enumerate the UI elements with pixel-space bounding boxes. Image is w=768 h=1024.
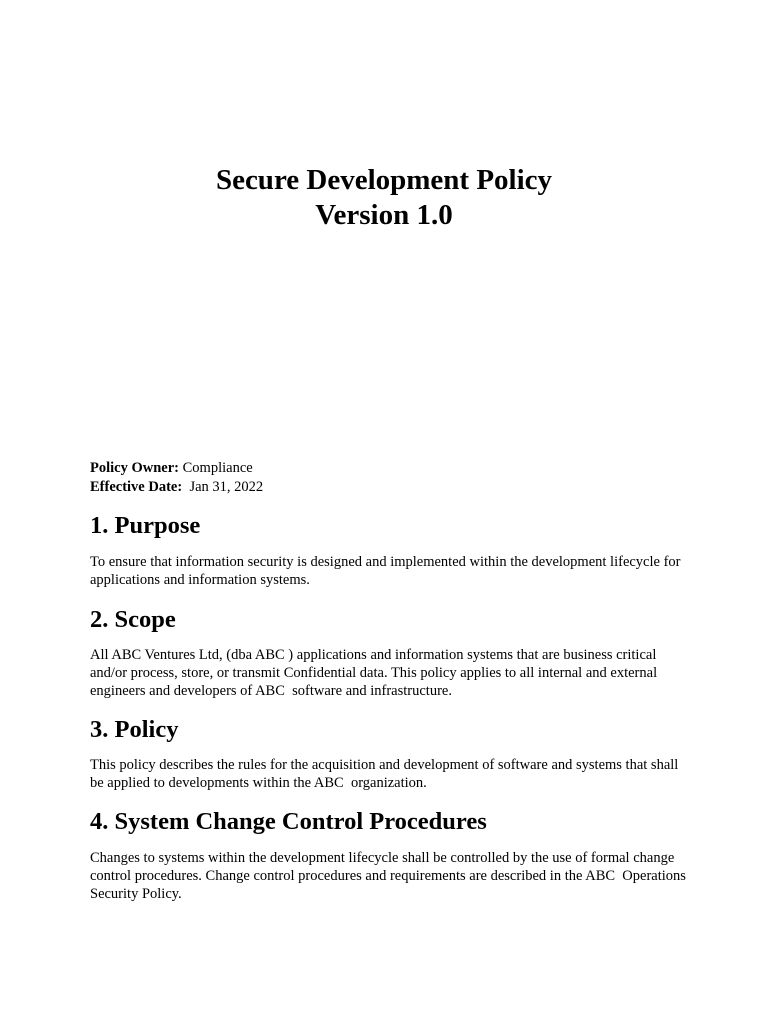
- document-content: [90, 459, 690, 903]
- effective-date-line: [90, 478, 690, 497]
- section-body-purpose: To ensure that information security is designed and implemented within the development lifecycle for applications and information systems.: [90, 554, 681, 588]
- effective-date-value: Jan 31, 2022: [182, 479, 264, 495]
- section-heading-purpose: 1. Purpose: [90, 512, 201, 539]
- document-title: Secure Development Policy: [215, 164, 553, 196]
- section-heading-scope: 2. Scope: [90, 606, 176, 633]
- section-heading-change-control: 4. System Change Control Procedures: [90, 808, 487, 835]
- section-body-scope: All ABC Ventures Ltd, (dba ABC ) applications and information systems that are business critical and/or process, store, or transmit Confidential data. This policy applies to all internal and external engineers and developers of ABC software and infrastructure.: [90, 647, 661, 699]
- document-title-block: [0, 163, 768, 233]
- policy-owner-value: Compliance: [179, 460, 253, 476]
- policy-owner-line: [90, 459, 690, 478]
- section-body-change-control: Changes to systems within the development lifecycle shall be controlled by the use of formal change control procedures. Change control procedures and requirements are described in the ABC Operations Security Policy.: [90, 850, 690, 902]
- policy-owner-label: Policy Owner:: [90, 460, 179, 476]
- effective-date-label: Effective Date:: [90, 479, 183, 495]
- document-version: Version 1.0: [315, 199, 453, 231]
- section-body-policy: This policy describes the rules for the acquisition and development of software and systems that shall be applied to developments within the ABC organization.: [90, 757, 682, 791]
- section-heading-policy: 3. Policy: [90, 716, 179, 743]
